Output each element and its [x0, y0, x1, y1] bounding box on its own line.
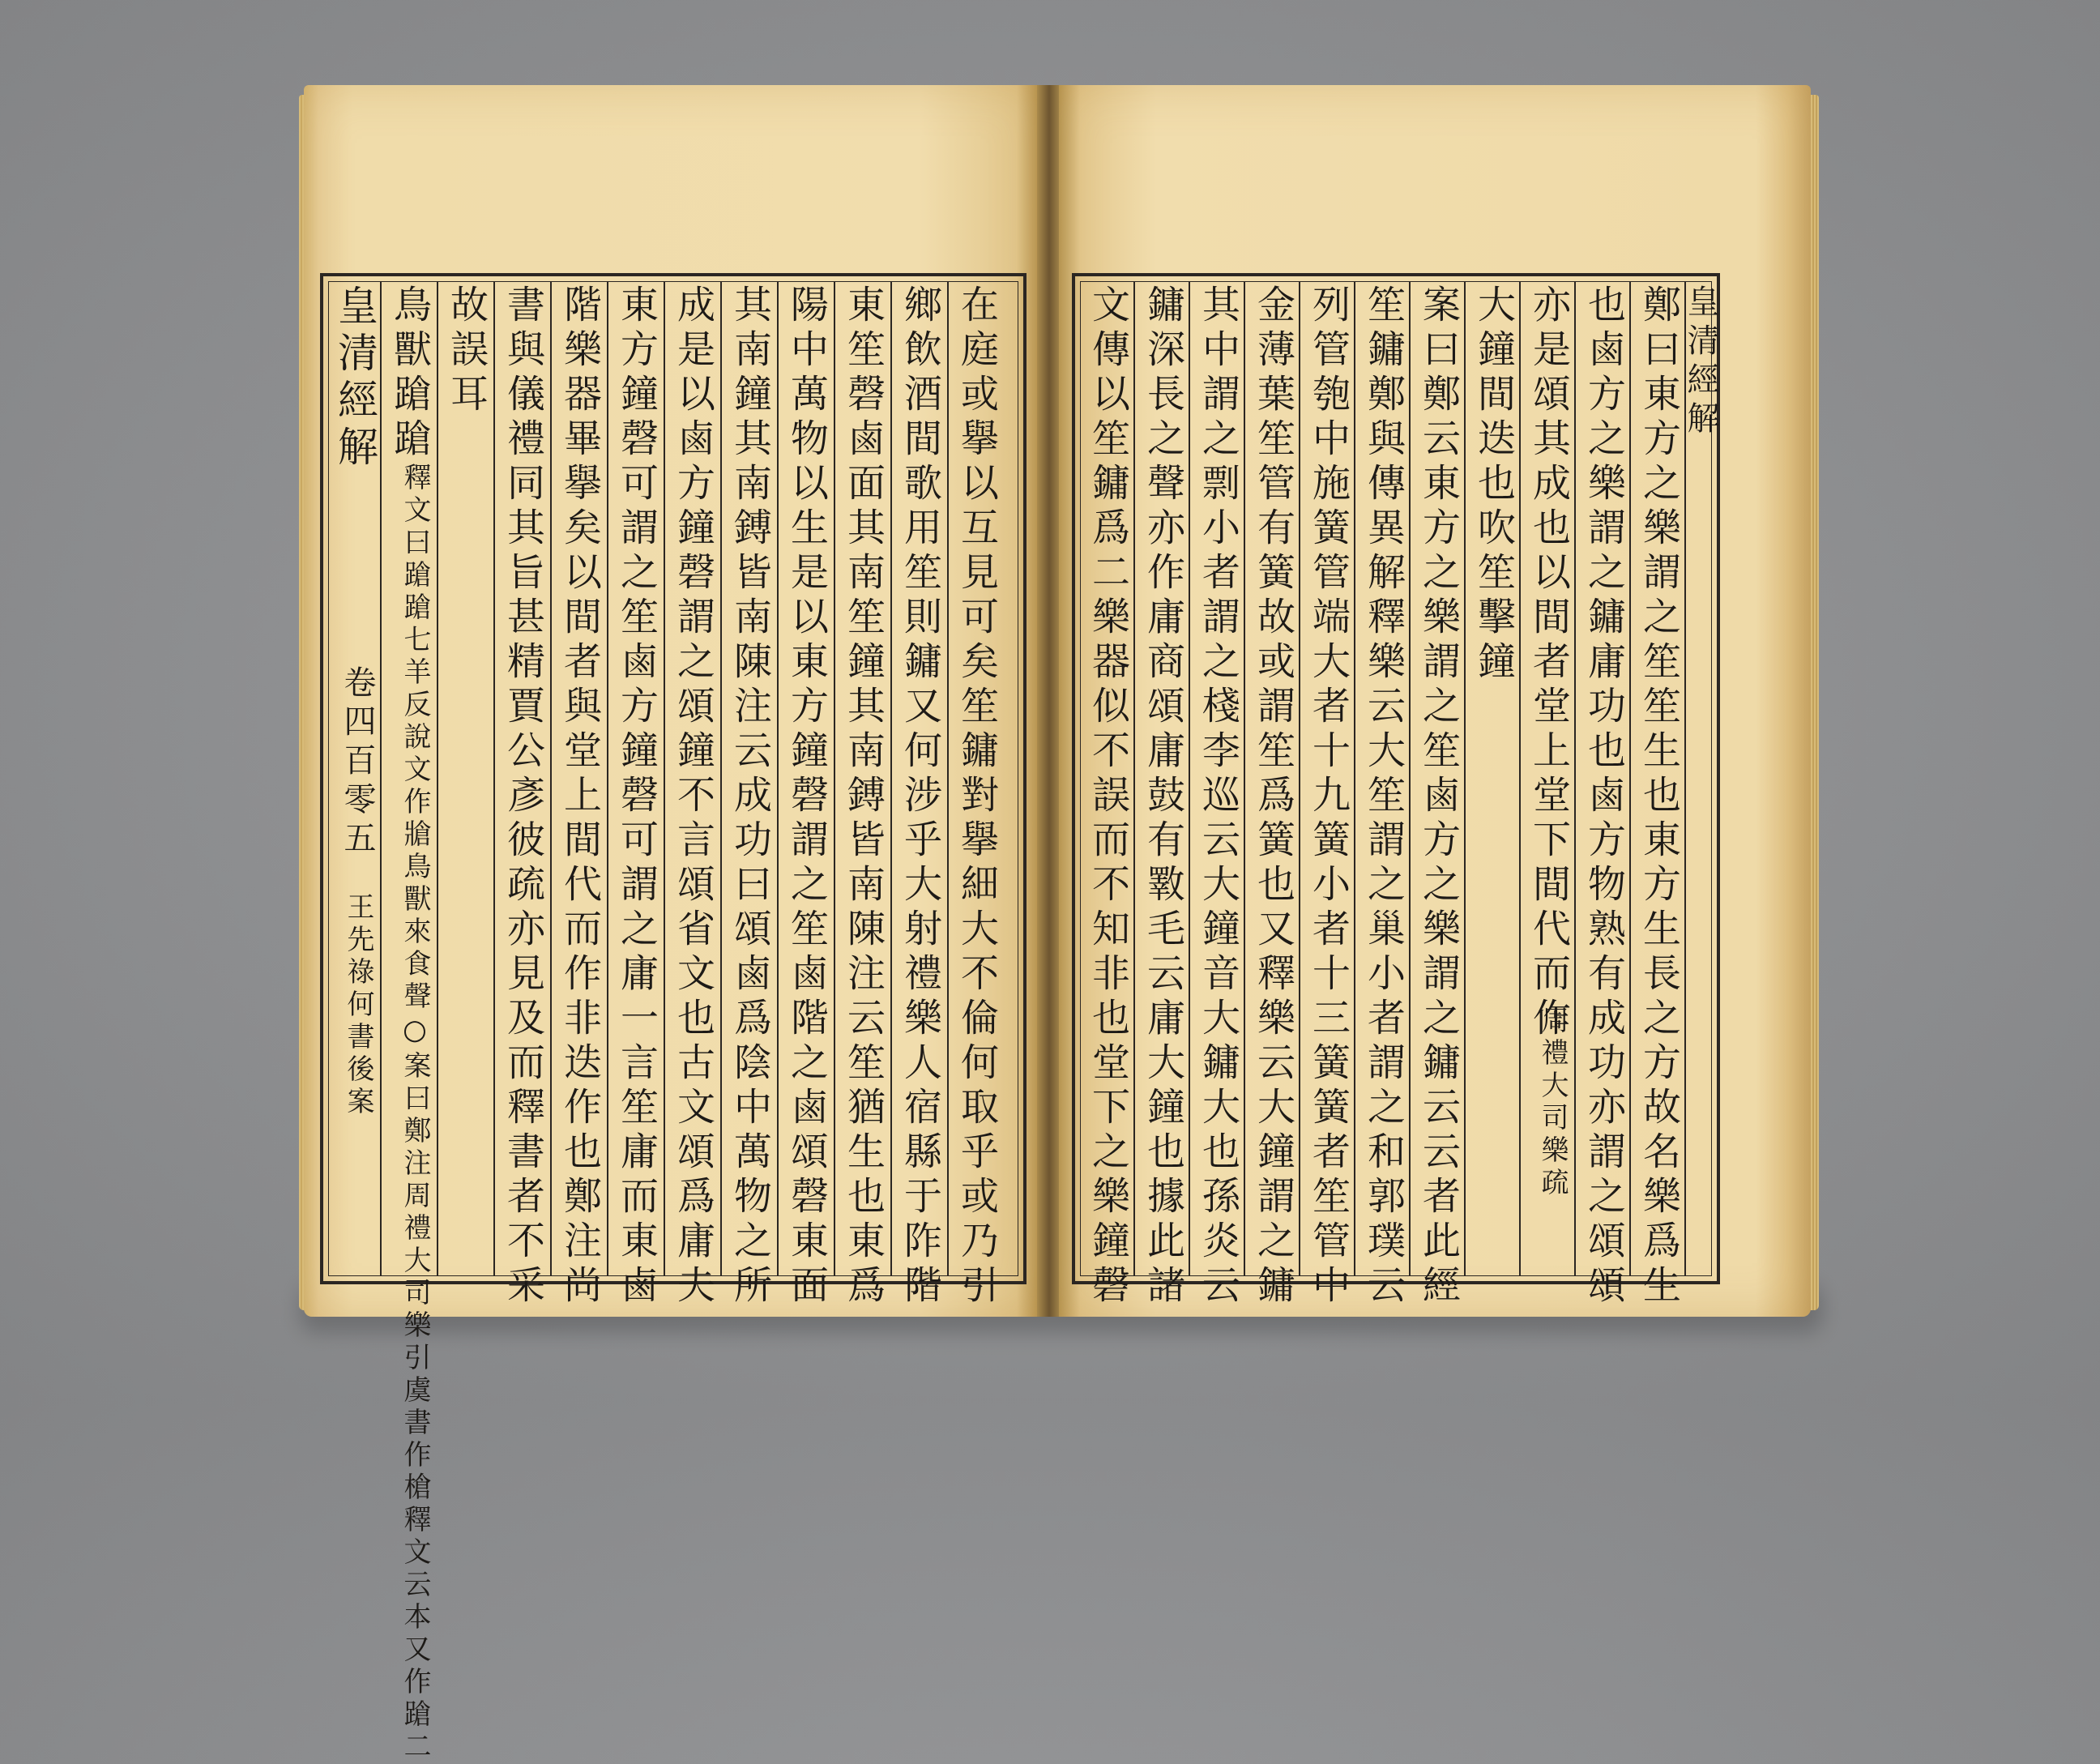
right-rule-8 — [1519, 281, 1521, 1276]
left-col-6: 成是以鹵方鐘磬謂之頌鐘不言頌省文也古文頌爲庸夫 — [671, 284, 715, 1309]
right-col-5: 案曰鄭云東方之樂謂之笙鹵方之樂謂之鏞云云者此經 — [1416, 284, 1461, 1309]
left-rule-1 — [437, 281, 438, 1276]
right-margin-title: 皇清經解 — [1682, 284, 1719, 440]
right-col-7: 列管匏中施簧管端大者十九簧小者十三簧簧者笙管中 — [1306, 284, 1351, 1309]
left-col-2: 故誤耳 — [444, 284, 489, 418]
left-rule-8 — [834, 281, 835, 1276]
right-col-10: 鏞深長之聲亦作庸商頌庸鼓有斁毛云庸大鐘也據此諸 — [1141, 284, 1185, 1309]
left-rule-4 — [607, 281, 608, 1276]
left-rule-2 — [493, 281, 495, 1276]
right-col-6: 笙鏞鄭與傳異解釋樂云大笙謂之巢小者謂之和郭璞云 — [1361, 284, 1406, 1309]
left-col-7: 其南鐘其南鎛皆南陳注云成功曰頌鹵爲陰中萬物之所 — [728, 284, 772, 1309]
left-col-9: 東笙磬鹵面其南笙鐘其南鎛皆南陳注云笙猶生也東爲 — [841, 284, 886, 1309]
right-rule-9 — [1574, 281, 1576, 1276]
right-col-1: 鄭曰東方之樂謂之笙笙生也東方生長之方故名樂爲生 — [1637, 284, 1681, 1309]
left-rule-7 — [777, 281, 779, 1276]
left-margin-title: 皇清經解 — [331, 284, 378, 472]
right-text-block — [1072, 273, 1720, 1309]
left-col-4: 階樂器畢擧矣以間者與堂上間代而作非迭作也鄭注尚 — [557, 284, 602, 1309]
left-col-1-note: 釋文曰蹌蹌七羊反說文作牄鳥獸來食聲○案曰鄭注周禮大司樂引虞書作槍釋文云本又作蹌二 — [399, 463, 431, 1764]
right-col-9: 其中謂之剽小者謂之棧李巡云大鐘音大鏞大也孫炎云 — [1196, 284, 1240, 1309]
left-col-8: 陽中萬物以生是以東方鐘磬謂之笙鹵階之鹵頌磬東面 — [784, 284, 829, 1309]
left-margin-author: 王先祿何書後案 — [342, 892, 374, 1119]
open-book — [304, 85, 1811, 1764]
left-col-3: 書與儀禮同其旨甚精賈公彥彼疏亦見及而釋書者不采 — [501, 284, 545, 1309]
right-rule-2 — [1189, 281, 1190, 1276]
right-rule-6 — [1409, 281, 1411, 1276]
right-col-11: 文傳以笙鏞爲二樂器似不誤而不知非也堂下之樂鐘磬 — [1086, 284, 1130, 1309]
right-col-3-main: 亦是頌其成也以間者堂上堂下間代而作 — [1526, 284, 1571, 1042]
left-rule-3 — [550, 281, 552, 1276]
book-gutter — [1037, 85, 1061, 1317]
left-rule-6 — [720, 281, 722, 1276]
left-col-5: 東方鐘磬可謂之笙鹵方鐘磬可謂之庸一言笙庸而東鹵 — [614, 284, 659, 1309]
right-rule-5 — [1354, 281, 1355, 1276]
right-col-8: 金薄葉笙管有簧故或謂笙爲簧也又釋樂云大鐘謂之鏞 — [1251, 284, 1295, 1309]
left-col-11: 在庭或擧以互見可矣笙鏞對擧細大不倫何取乎或乃引 — [954, 284, 999, 1309]
left-page — [304, 85, 1039, 1764]
right-col-2: 也鹵方之樂謂之鏞庸功也鹵方物熟有成功亦謂之頌頌 — [1581, 284, 1626, 1309]
left-rule-5 — [664, 281, 665, 1276]
right-rule-10 — [1629, 281, 1631, 1276]
left-col-10: 鄉飲酒間歌用笙則鏞又何涉乎大射禮樂人宿縣于阼階 — [898, 284, 942, 1309]
right-col-3-note: 周禮大司樂疏 — [1536, 1006, 1569, 1200]
right-rule-1 — [1133, 281, 1135, 1276]
right-rule-7 — [1464, 281, 1466, 1276]
right-page — [1059, 85, 1811, 1317]
left-rule-10 — [947, 281, 949, 1276]
right-rule-4 — [1299, 281, 1300, 1276]
left-margin-volume: 卷四百零五 — [339, 665, 376, 860]
right-col-4: 大鐘間迭也吹笙擊鐘 — [1471, 284, 1516, 686]
left-col-1-main: 鳥獸蹌蹌 — [387, 284, 432, 463]
right-rule-3 — [1244, 281, 1245, 1276]
left-text-block — [320, 273, 1027, 1764]
left-rule-0 — [380, 281, 382, 1276]
left-rule-9 — [890, 281, 892, 1276]
